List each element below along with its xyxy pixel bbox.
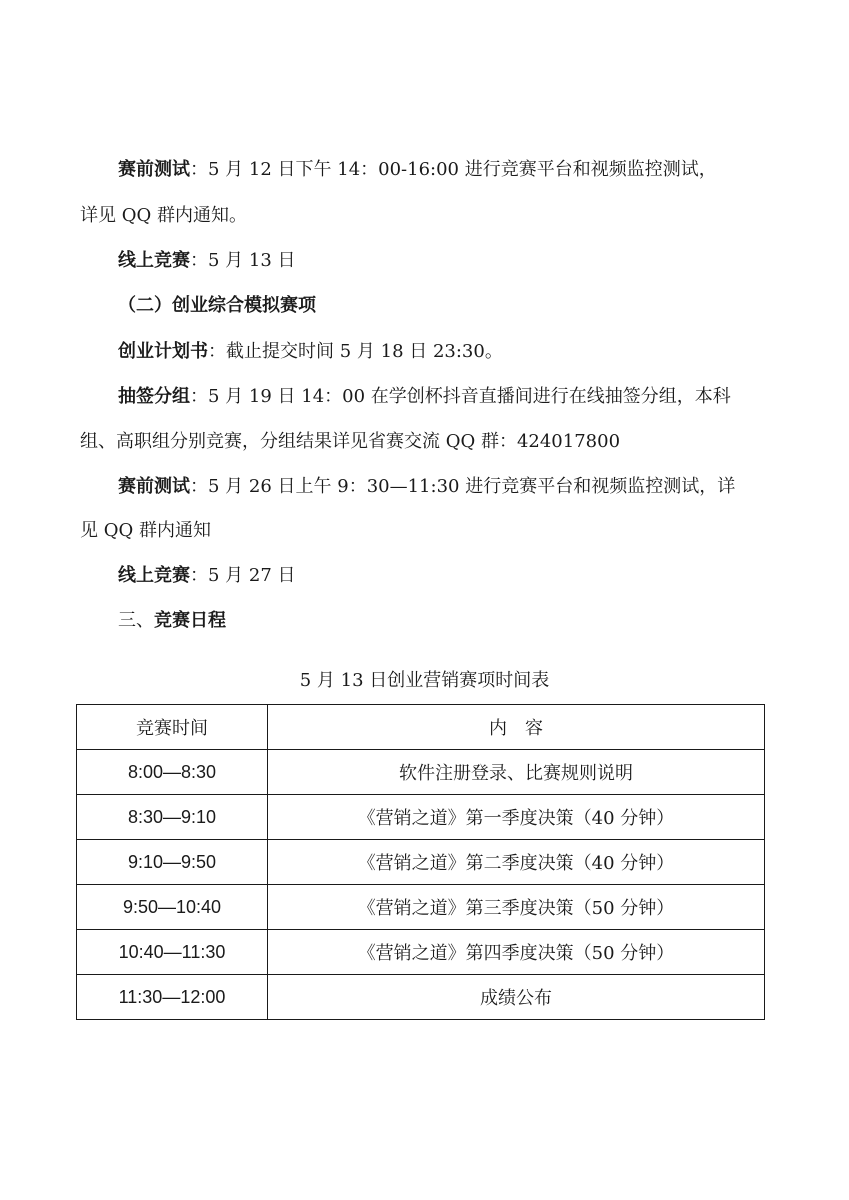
paragraph-continuation: 详见 QQ 群内通知。 <box>80 205 247 226</box>
paragraph-text: ：5 月 13 日 <box>190 250 296 271</box>
cell-time: 9:50—10:40 <box>77 885 268 930</box>
table-row <box>77 840 765 885</box>
paragraph-continuation: 组、高职组分别竞赛，分组结果详见省赛交流 QQ 群：424017800 <box>80 431 621 452</box>
paragraph-text: ：5 月 19 日 14：00 在学创杯抖音直播间进行在线抽签分组，本科 <box>190 386 731 407</box>
paragraph-online-1 <box>118 248 296 274</box>
paragraph-text: ：5 月 27 日 <box>190 565 296 586</box>
cell-content: 成绩公布 <box>268 975 765 1020</box>
cell-content: 《营销之道》第四季度决策（50 分钟） <box>268 930 765 975</box>
section-heading-schedule <box>118 608 226 634</box>
cell-time: 10:40—11:30 <box>77 930 268 975</box>
cell-time: 9:10—9:50 <box>77 840 268 885</box>
paragraph-label: 线上竞赛 <box>118 250 190 271</box>
paragraph-pretest-1 <box>118 157 717 183</box>
header-time: 竞赛时间 <box>77 705 268 750</box>
table-row <box>77 975 765 1020</box>
paragraph-draw-groups <box>118 384 731 410</box>
paragraph-continuation: 见 QQ 群内通知 <box>80 520 211 541</box>
header-content: 内 容 <box>268 705 765 750</box>
cell-content: 软件注册登录、比赛规则说明 <box>268 750 765 795</box>
table-header-row <box>77 705 765 750</box>
paragraph-label: 抽签分组 <box>118 386 190 407</box>
cell-content: 《营销之道》第二季度决策（40 分钟） <box>268 840 765 885</box>
table-row <box>77 750 765 795</box>
table-row <box>77 930 765 975</box>
heading-text: 竞赛日程 <box>154 610 226 631</box>
paragraph-text: ：截止提交时间 5 月 18 日 23:30。 <box>208 341 503 362</box>
cell-content: 《营销之道》第三季度决策（50 分钟） <box>268 885 765 930</box>
paragraph-online-2 <box>118 563 296 589</box>
table-row <box>77 885 765 930</box>
heading-prefix: 三、 <box>118 610 154 631</box>
paragraph-label: 赛前测试 <box>118 159 190 180</box>
paragraph-label: 创业计划书 <box>118 341 208 362</box>
paragraph-text: ：5 月 12 日下午 14：00-16:00 进行竞赛平台和视频监控测试， <box>190 159 717 180</box>
paragraph-pretest-2 <box>118 474 735 500</box>
schedule-table <box>76 704 765 1020</box>
cell-time: 8:30—9:10 <box>77 795 268 840</box>
table-caption: 5 月 13 日创业营销赛项时间表 <box>299 670 550 691</box>
paragraph-label: 线上竞赛 <box>118 565 190 586</box>
cell-time: 8:00—8:30 <box>77 750 268 795</box>
paragraph-text: ：5 月 26 日上午 9：30—11:30 进行竞赛平台和视频监控测试，详 <box>190 476 736 497</box>
cell-time: 11:30—12:00 <box>77 975 268 1020</box>
cell-content: 《营销之道》第一季度决策（40 分钟） <box>268 795 765 840</box>
paragraph-label: 赛前测试 <box>118 476 190 497</box>
section-heading-entrepreneurship: （二）创业综合模拟赛项 <box>118 295 316 316</box>
table-row <box>77 795 765 840</box>
paragraph-business-plan <box>118 339 503 365</box>
